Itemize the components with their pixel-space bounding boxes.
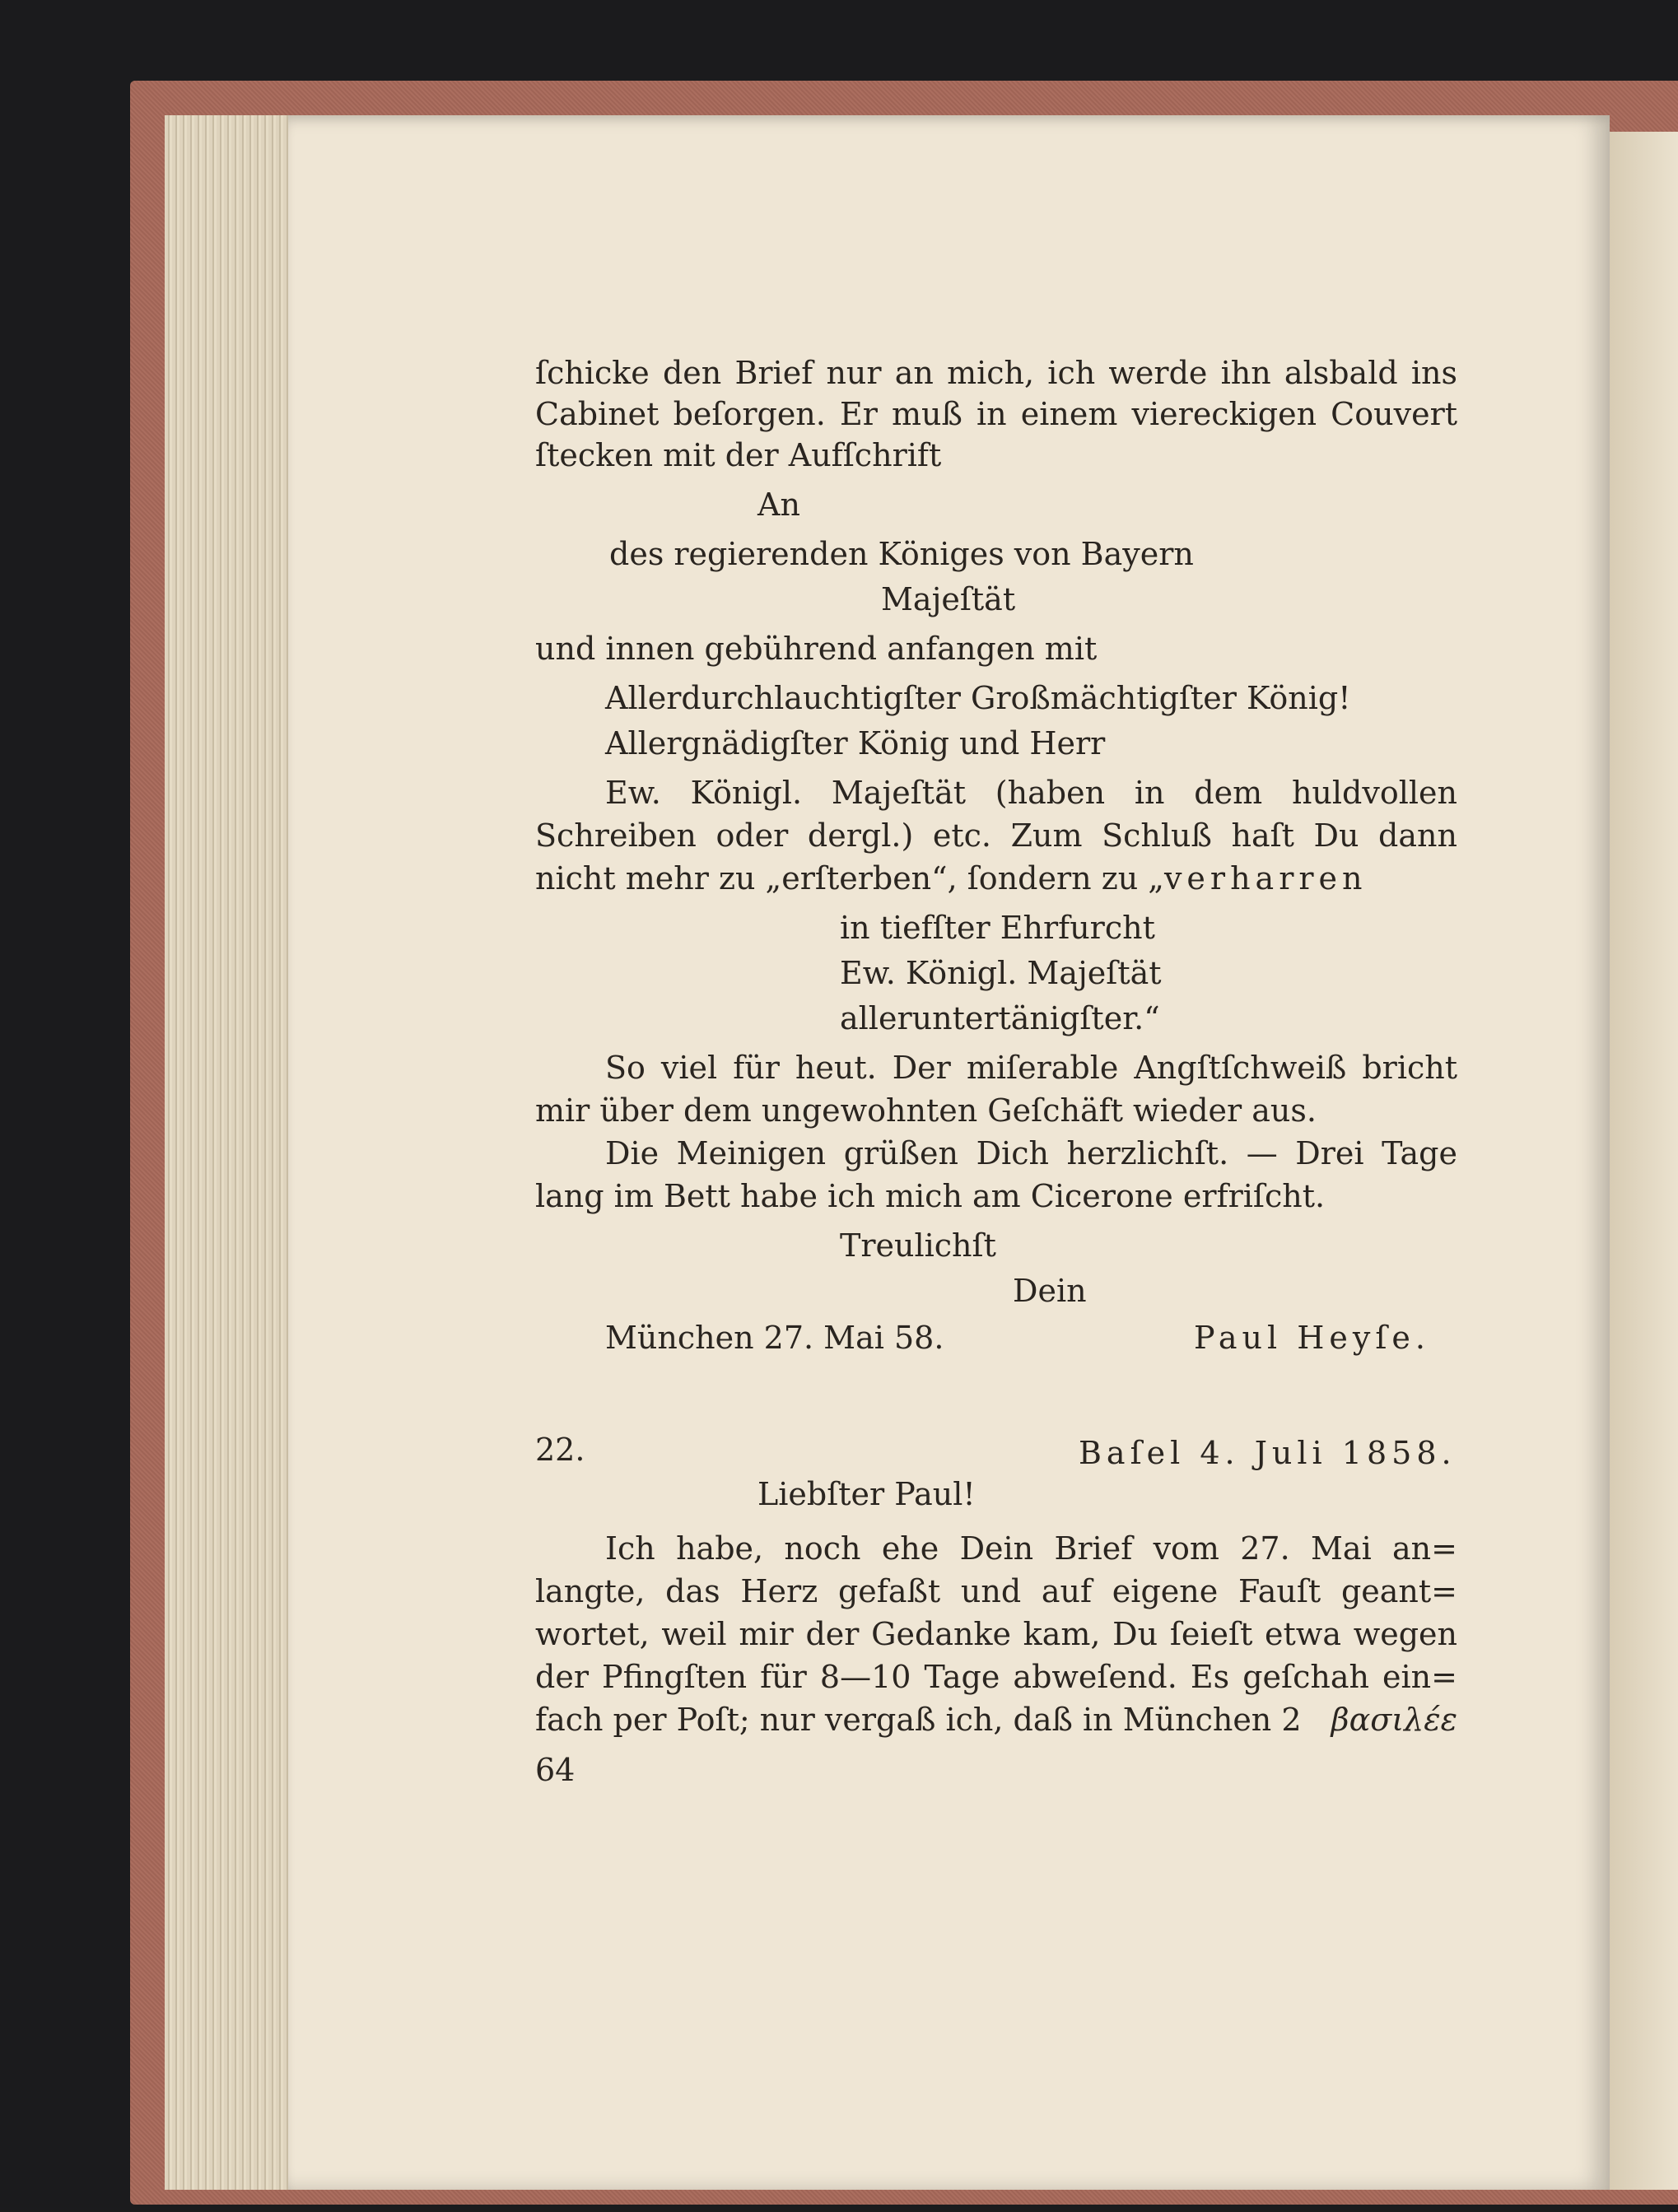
text-line: ſtecken mit der Aufſchrift	[535, 437, 942, 473]
greek-word: βασιλέε	[1331, 1702, 1457, 1738]
address-line: Majeſtät	[881, 581, 1016, 617]
text-line: lang im Bett habe ich mich am Cicerone erfriſcht.	[535, 1178, 1326, 1214]
letter-number: 22.	[535, 1432, 585, 1468]
text-line: mir über dem ungewohnten Geſchäft wieder aus.	[535, 1092, 1317, 1129]
salutation-line: Allerdurchlauchtigſter Großmächtigſter König!	[605, 680, 1351, 716]
spaced-emphasis: verharren	[1163, 860, 1368, 896]
text-line: Schreiben oder dergl.) etc. Zum Schluß haſt Du dann	[535, 817, 1457, 854]
page-edges	[165, 115, 296, 2190]
text-line	[535, 858, 1368, 899]
text-line: Ew. Königl. Majeſtät (haben in dem huldvollen	[605, 775, 1457, 811]
text-span: fach per Poſt; nur vergaß ich, daß in München 2	[535, 1702, 1302, 1738]
text-span: nicht mehr zu „erſterben“, ſondern zu „	[535, 860, 1164, 896]
book-page	[288, 115, 1610, 2190]
closing-line: Ew. Königl. Majeſtät	[840, 955, 1162, 991]
text-line: langte, das Herz gefaßt und auf eigene Fauſt geant=	[535, 1573, 1457, 1609]
page-number: 64	[535, 1752, 576, 1788]
text-line: So viel für heut. Der miſerable Angſtſchweiß bricht	[605, 1050, 1457, 1086]
text-line: ſchicke den Brief nur an mich, ich werde ihn alsbald ins	[535, 355, 1457, 391]
page-text	[288, 115, 1610, 2190]
letter-salutation: Liebſter Paul!	[757, 1476, 976, 1512]
signoff: Dein	[1013, 1273, 1087, 1309]
text-line: Cabinet beſorgen. Er muß in einem viereckigen Couvert	[535, 396, 1457, 432]
signoff: Treulichſt	[840, 1227, 996, 1264]
signature-name: Paul Heyſe.	[1194, 1320, 1430, 1356]
facing-page-edge	[1610, 132, 1678, 2190]
letter-date: Baſel 4. Juli 1858.	[1079, 1435, 1457, 1471]
closing-line: alleruntertänigſter.“	[840, 1000, 1160, 1036]
text-line	[535, 1699, 1457, 1740]
text-line: und innen gebührend anfangen mit	[535, 631, 1098, 667]
date-place: München 27. Mai 58.	[605, 1320, 944, 1356]
text-line: der Pfingſten für 8—10 Tage abweſend. Es geſchah ein=	[535, 1659, 1457, 1695]
text-line: Die Meinigen grüßen Dich herzlichſt. — Drei Tage	[605, 1135, 1457, 1171]
address-line: des regierenden Königes von Bayern	[609, 536, 1194, 572]
closing-line: in tiefſter Ehrfurcht	[840, 910, 1155, 946]
salutation-line: Allergnädigſter König und Herr	[605, 725, 1106, 761]
address-line: An	[757, 487, 800, 523]
text-line: Ich habe, noch ehe Dein Brief vom 27. Mai an=	[605, 1530, 1457, 1567]
text-line: wortet, weil mir der Gedanke kam, Du ſeieſt etwa wegen	[535, 1616, 1457, 1652]
